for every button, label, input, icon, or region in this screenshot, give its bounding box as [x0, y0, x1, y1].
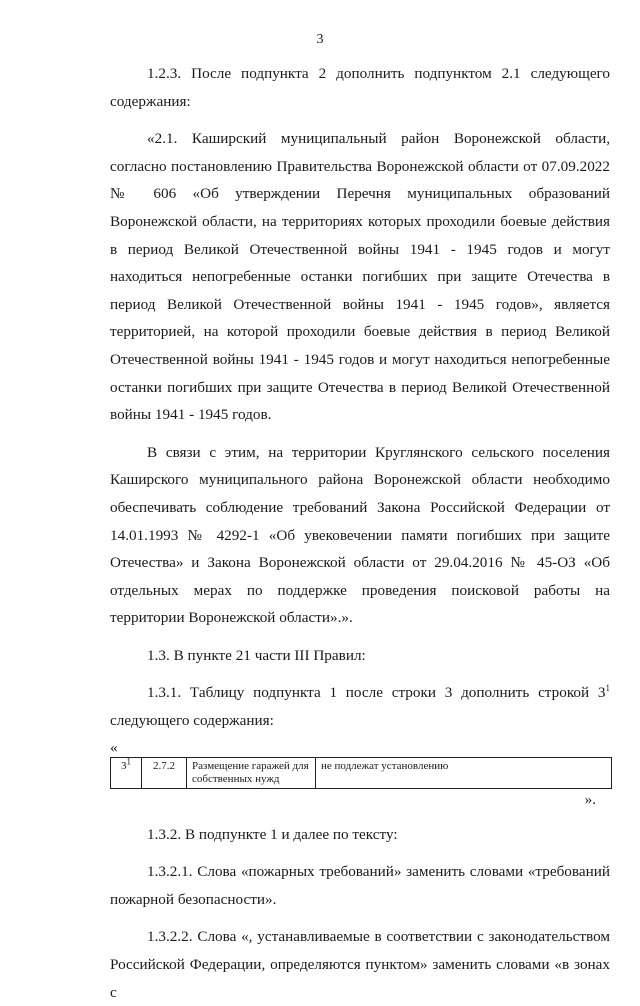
row-number-superscript: 1: [126, 756, 131, 766]
paragraph-in-connection: В связи с этим, на территории Круглянского сельского поселения Каширского муниципального района Воронежской области необходимо обеспечивать соблюдение требований Закона Российской Федерации от 14.01.1993 № 4292-1 «Об увековечении памяти погибших при защите Отечества» и Закона Воронежской области от 29.04.2016 № 45-ОЗ «Об отдельных мерах по поддержке проведения поисковой работы на территории Воронежской области».».: [110, 443, 610, 627]
close-quote: ».: [584, 790, 596, 808]
land-use-table: [110, 757, 612, 789]
paragraph-1-3-1-text: 1.3.1. Таблицу подпункта 1 после строки 3 дополнить строкой 3: [147, 684, 606, 702]
paragraph-1-3-2: 1.3.2. В подпункте 1 и далее по тексту:: [147, 825, 398, 843]
paragraph-1-3-1: [110, 679, 610, 734]
row-superscript: 1: [605, 683, 610, 694]
table-cell-number: [111, 757, 142, 788]
paragraph-1-3-1-end: следующего содержания:: [110, 712, 274, 730]
row-number: 3: [121, 759, 127, 772]
paragraph-1-2-3: 1.2.3. После подпункта 2 дополнить подпунктом 2.1 следующего содержания:: [110, 65, 610, 110]
table-row: [111, 757, 612, 788]
page-number: 3: [316, 32, 324, 47]
paragraph-2-1: «2.1. Каширский муниципальный район Воронежской области, согласно постановлению Правительства Воронежской области от 07.09.2022 № 606 «Об утверждении Перечня муниципальных образований Воронежской области, на территориях которых проходили боевые действия в период Великой Отечественной войны 1941 - 1945 годов и могут находиться непогребенные останки погибших при защите Отечества в период Великой Отечественной войны 1941 - 1945 годов», является территорией, на которой проходили боевые действия в период Великой Отечественной войны 1941 - 1945 годов и могут находиться непогребенные останки погибших при защите Отечества в период Великой Отечественной войны 1941 - 1945 годов.: [110, 130, 610, 424]
paragraph-1-3-2-2: 1.3.2.2. Слова «, устанавливаемые в соответствии с законодательством Российской Федерации, определяются пунктом» заменить словами «в зонах с: [110, 928, 610, 1001]
paragraph-1-3: 1.3. В пункте 21 части III Правил:: [147, 646, 366, 664]
document-body: [110, 60, 610, 1006]
table-cell-name: Размещение гаражей для собственных нужд: [187, 757, 316, 788]
open-quote: «: [110, 738, 118, 756]
paragraph-1-3-2-1: 1.3.2.1. Слова «пожарных требований» заменить словами «требований пожарной безопасности».: [110, 863, 610, 908]
table-cell-value: не подлежат установлению: [316, 757, 612, 788]
table-cell-code: 2.7.2: [142, 757, 187, 788]
